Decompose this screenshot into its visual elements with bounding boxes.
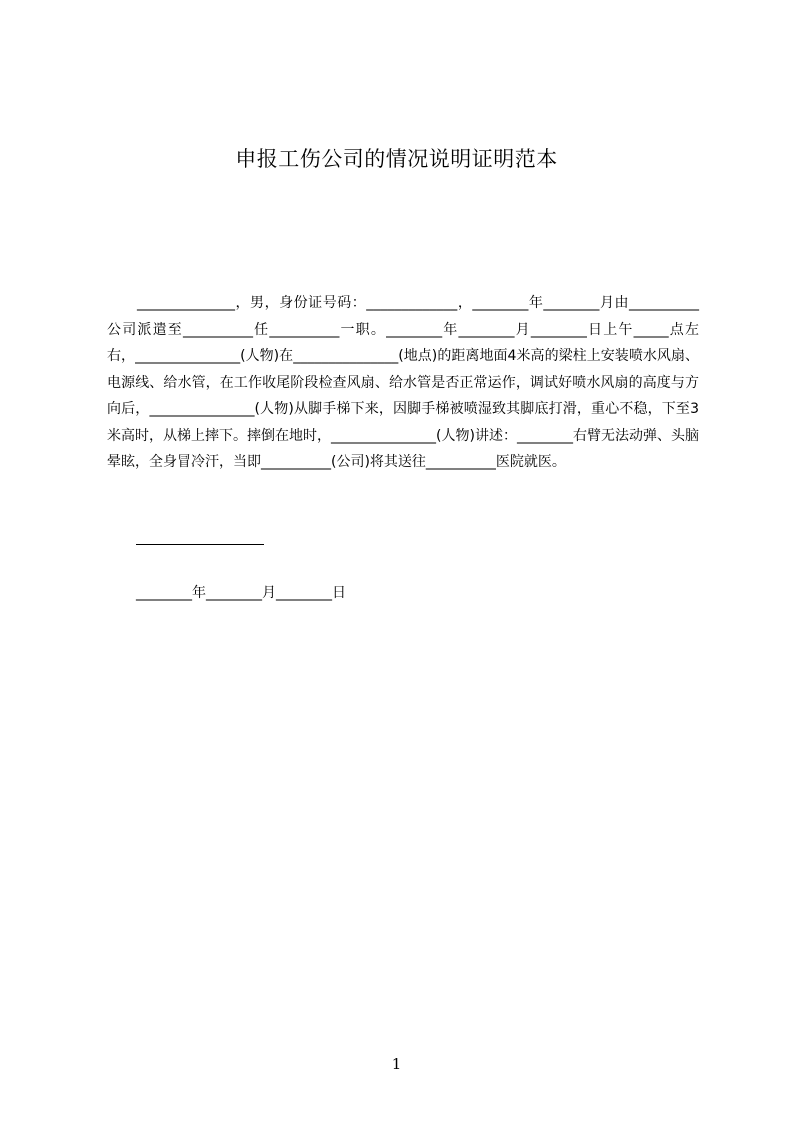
page-number: 1 [391, 1055, 402, 1073]
signature-line [136, 544, 264, 545]
statement-paragraph [107, 290, 699, 476]
document-title: 申报工伤公司的情况说明证明范本 [235, 147, 558, 171]
statement-text: ______________，男，身份证号码：_____________，________年________月由__________公司派遣至__________任__________一职。________年________月________日上午_____点左右，_______________(人物)在_______________(地点)的距离地面4米高的梁柱上安装喷水风扇、电源线、给水管，在工作收尾阶段检查风扇、给水管是否正常运作，调试好喷水风扇的高度与方向后，_______________(人物)从脚手梯下来，因脚手梯被喷湿致其脚底打滑，重心不稳，下至3米高时，从梯上摔下。摔倒在地时，_______________(人物)讲述：________右臂无法动弹、头脑晕眩，全身冒冷汗，当即__________(公司)将其送往__________医院就医。 [107, 295, 699, 470]
date-line: ________年________月________日 [136, 585, 346, 601]
